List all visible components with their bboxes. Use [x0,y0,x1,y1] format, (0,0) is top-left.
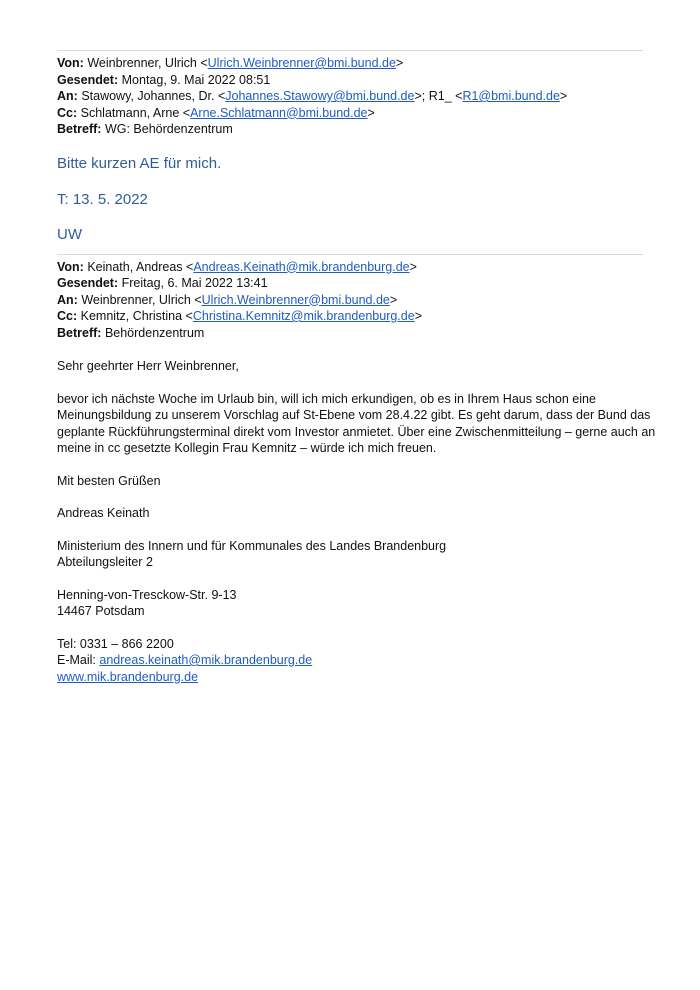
greeting: Sehr geehrter Herr Weinbrenner, [57,359,239,373]
handwritten-note-1: Bitte kurzen AE für mich. [57,154,222,172]
sent-line: Gesendet: Montag, 9. Mai 2022 08:51 [57,72,271,87]
cc-line: Cc: Kemnitz, Christina <Christina.Kemnitz@mik.brandenburg.de> [57,309,422,323]
sent-line: Gesendet: Freitag, 6. Mai 2022 13:41 [57,276,268,290]
from-line: Von: Keinath, Andreas <Andreas.Keinath@mik.brandenburg.de> [57,259,417,274]
city-address: 14467 Potsdam [57,604,145,618]
body-paragraph [57,391,656,457]
website-link[interactable]: www.mik.brandenburg.de [57,669,199,684]
subject-line: Betreff: WG: Behördenzentrum [57,122,233,136]
ministry-name: Ministerium des Innern und für Kommunales des Landes Brandenburg [57,538,447,553]
initials-note: UW [57,225,82,243]
closing: Mit besten Grüßen [57,473,161,488]
to-line: An: Weinbrenner, Ulrich <Ulrich.Weinbrenner@bmi.bund.de> [57,292,398,307]
subject-line: Betreff: Behördenzentrum [57,325,205,340]
from-line: Von: Weinbrenner, Ulrich <Ulrich.Weinbrenner@bmi.bund.de> [57,56,404,70]
signature-email-link[interactable]: andreas.keinath@mik.brandenburg.de [99,653,313,667]
telephone: Tel: 0331 – 866 2200 [57,636,174,651]
cc-email-link[interactable]: Arne.Schlatmann@bmi.bund.de [190,105,368,120]
paragraph-line: bevor ich nächste Woche im Urlaub bin, will ich mich erkundigen, ob es in Ihrem Haus schon eine [57,391,596,406]
street-address: Henning-von-Tresckow-Str. 9-13 [57,587,237,602]
from-email-link[interactable]: Andreas.Keinath@mik.brandenburg.de [193,259,410,274]
cc-line: Cc: Schlatmann, Arne <Arne.Schlatmann@bmi.bund.de> [57,105,375,120]
email2-body [57,358,656,685]
email-document [57,0,656,685]
to-email-link[interactable]: Johannes.Stawowy@bmi.bund.de [225,89,415,103]
website-line [57,669,643,686]
to-email-link[interactable]: Ulrich.Weinbrenner@bmi.bund.de [201,292,390,307]
email2-header [57,259,643,342]
paragraph-line: geplante Rückführungsterminal direkt vom Investor anmietet. Über eine Zwischenmitteilung – gerne auch an [57,424,656,439]
header-divider [57,254,643,255]
signer-name: Andreas Keinath [57,506,150,520]
cc-email-link[interactable]: Christina.Kemnitz@mik.brandenburg.de [192,309,415,323]
position-title: Abteilungsleiter 2 [57,555,153,569]
email-line: E-Mail: andreas.keinath@mik.brandenburg.de [57,653,313,667]
header-divider [57,50,643,51]
paragraph-line: meine in cc gesetzte Kollegin Frau Kemnitz – würde ich mich freuen. [57,441,437,455]
from-email-link[interactable]: Ulrich.Weinbrenner@bmi.bund.de [207,56,396,70]
to-line: An: Stawowy, Johannes, Dr. <Johannes.Stawowy@bmi.bund.de>; R1_ <R1@bmi.bund.de> [57,89,568,103]
email1-header [57,55,643,138]
paragraph-line: Meinungsbildung zu unserem Vorschlag auf St-Ebene vom 28.4.22 gibt. Es geht darum, dass der Bund das [57,408,651,422]
deadline-note: T: 13. 5. 2022 [57,190,148,208]
to2-email-link[interactable]: R1@bmi.bund.de [462,89,560,103]
